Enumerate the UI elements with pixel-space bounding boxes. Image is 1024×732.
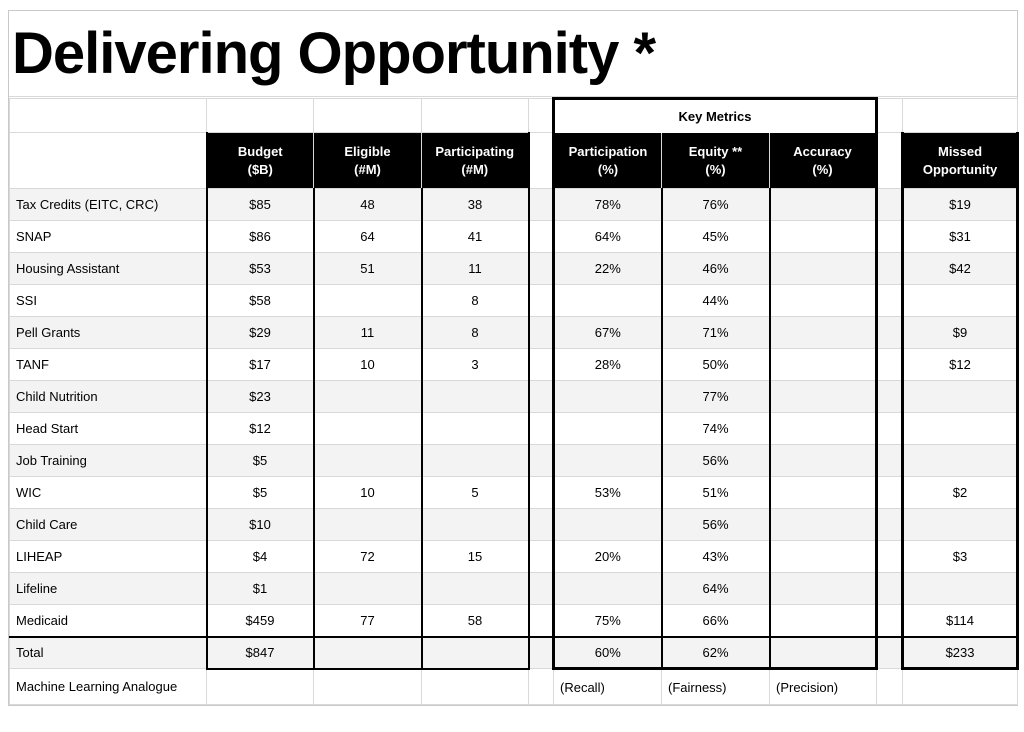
cell-eligible[interactable] <box>314 381 422 413</box>
cell-participating[interactable]: 15 <box>422 541 529 573</box>
cell-program[interactable]: Tax Credits (EITC, CRC) <box>10 189 207 221</box>
cell-participating[interactable]: 3 <box>422 349 529 381</box>
cell-participating[interactable]: 38 <box>422 189 529 221</box>
spacer-cell <box>529 605 554 637</box>
column-header-accuracy[interactable]: Accuracy (%) <box>770 133 877 189</box>
spacer-cell <box>877 445 903 477</box>
table-row <box>10 221 1018 253</box>
cell-program[interactable]: Child Nutrition <box>10 381 207 413</box>
spacer-cell <box>877 133 903 189</box>
cell-accuracy[interactable] <box>770 637 877 669</box>
column-header-eligible[interactable]: Eligible (#M) <box>314 133 422 189</box>
cell-budget[interactable] <box>207 669 314 705</box>
cell-budget[interactable]: $58 <box>207 285 314 317</box>
spacer-cell <box>877 573 903 605</box>
spacer-cell <box>877 605 903 637</box>
cell-participating[interactable]: 8 <box>422 317 529 349</box>
cell-participating[interactable] <box>422 381 529 413</box>
cell-accuracy[interactable] <box>770 605 877 637</box>
cell-participation[interactable] <box>554 573 662 605</box>
cell-program[interactable]: TANF <box>10 349 207 381</box>
spacer-cell <box>877 477 903 509</box>
cell-program[interactable]: Lifeline <box>10 573 207 605</box>
column-header-equity[interactable]: Equity ** (%) <box>662 133 770 189</box>
cell-equity[interactable]: 44% <box>662 285 770 317</box>
spacer-cell <box>529 637 554 669</box>
spacer-cell <box>877 509 903 541</box>
cell-participation[interactable] <box>554 509 662 541</box>
table-row <box>10 189 1018 221</box>
cell-accuracy[interactable] <box>770 573 877 605</box>
table-row <box>10 605 1018 637</box>
table-row <box>10 253 1018 285</box>
cell-equity[interactable]: 64% <box>662 573 770 605</box>
table-row <box>10 509 1018 541</box>
cell-budget[interactable]: $53 <box>207 253 314 285</box>
empty-cell[interactable] <box>207 99 314 133</box>
cell-participation[interactable]: 20% <box>554 541 662 573</box>
table-row <box>10 445 1018 477</box>
spacer-cell <box>877 669 903 705</box>
cell-participating[interactable]: 58 <box>422 605 529 637</box>
spreadsheet <box>8 10 1018 706</box>
cell-budget[interactable]: $29 <box>207 317 314 349</box>
spacer-cell <box>529 253 554 285</box>
cell-participation[interactable] <box>554 285 662 317</box>
cell-budget[interactable]: $86 <box>207 221 314 253</box>
cell-missed-opportunity[interactable]: $2 <box>903 477 1018 509</box>
cell-budget[interactable]: $23 <box>207 381 314 413</box>
cell-missed-opportunity[interactable]: $42 <box>903 253 1018 285</box>
cell-accuracy[interactable] <box>770 285 877 317</box>
cell-program[interactable]: Head Start <box>10 413 207 445</box>
cell-participation[interactable]: 28% <box>554 349 662 381</box>
cell-eligible[interactable]: 48 <box>314 189 422 221</box>
cell-equity[interactable]: (Fairness) <box>662 669 770 705</box>
cell-eligible[interactable]: 77 <box>314 605 422 637</box>
cell-missed-opportunity[interactable]: $114 <box>903 605 1018 637</box>
cell-program[interactable]: Job Training <box>10 445 207 477</box>
cell-budget[interactable]: $17 <box>207 349 314 381</box>
cell-program[interactable]: Total <box>10 637 207 669</box>
table-row <box>10 381 1018 413</box>
cell-accuracy[interactable] <box>770 381 877 413</box>
cell-eligible[interactable]: 11 <box>314 317 422 349</box>
cell-participation[interactable]: 60% <box>554 637 662 669</box>
column-header-row <box>10 133 1018 189</box>
spacer-cell <box>529 413 554 445</box>
spacer-cell <box>529 477 554 509</box>
cell-accuracy[interactable]: (Precision) <box>770 669 877 705</box>
cell-participation[interactable] <box>554 413 662 445</box>
cell-program[interactable]: SNAP <box>10 221 207 253</box>
cell-missed-opportunity[interactable] <box>903 573 1018 605</box>
cell-equity[interactable]: 62% <box>662 637 770 669</box>
cell-accuracy[interactable] <box>770 349 877 381</box>
table-row <box>10 669 1018 705</box>
cell-participation[interactable]: 67% <box>554 317 662 349</box>
cell-participating[interactable]: 5 <box>422 477 529 509</box>
spacer-cell <box>877 637 903 669</box>
cell-budget[interactable]: $10 <box>207 509 314 541</box>
cell-accuracy[interactable] <box>770 509 877 541</box>
spacer-cell <box>877 381 903 413</box>
spacer-cell <box>877 99 903 133</box>
spacer-cell <box>877 413 903 445</box>
cell-program[interactable]: Machine Learning Analogue <box>10 669 207 705</box>
cell-equity[interactable]: 46% <box>662 253 770 285</box>
column-header-missed-opportunity[interactable]: Missed Opportunity <box>903 133 1018 189</box>
cell-missed-opportunity[interactable] <box>903 381 1018 413</box>
cell-participating[interactable]: 11 <box>422 253 529 285</box>
cell-program[interactable]: Child Care <box>10 509 207 541</box>
cell-eligible[interactable] <box>314 413 422 445</box>
cell-participating[interactable] <box>422 573 529 605</box>
cell-missed-opportunity[interactable] <box>903 285 1018 317</box>
cell-budget[interactable]: $1 <box>207 573 314 605</box>
spacer-cell <box>529 221 554 253</box>
cell-eligible[interactable] <box>314 509 422 541</box>
table-row <box>10 637 1018 669</box>
cell-missed-opportunity[interactable] <box>903 669 1018 705</box>
spacer-cell <box>877 317 903 349</box>
key-metrics-group-header[interactable]: Key Metrics <box>554 99 877 133</box>
cell-eligible[interactable]: 10 <box>314 349 422 381</box>
spacer-cell <box>877 221 903 253</box>
cell-eligible[interactable]: 72 <box>314 541 422 573</box>
cell-program[interactable]: Pell Grants <box>10 317 207 349</box>
cell-program[interactable]: WIC <box>10 477 207 509</box>
cell-participating[interactable] <box>422 445 529 477</box>
cell-budget[interactable]: $85 <box>207 189 314 221</box>
table-row <box>10 573 1018 605</box>
cell-participating[interactable]: 41 <box>422 221 529 253</box>
cell-accuracy[interactable] <box>770 189 877 221</box>
cell-budget[interactable]: $5 <box>207 477 314 509</box>
column-header-budget[interactable]: Budget ($B) <box>207 133 314 189</box>
empty-cell[interactable] <box>314 99 422 133</box>
table-row <box>10 285 1018 317</box>
cell-equity[interactable]: 43% <box>662 541 770 573</box>
cell-participation[interactable]: (Recall) <box>554 669 662 705</box>
cell-accuracy[interactable] <box>770 317 877 349</box>
spacer-cell <box>877 285 903 317</box>
cell-equity[interactable]: 50% <box>662 349 770 381</box>
cell-participating[interactable] <box>422 669 529 705</box>
group-header-row <box>10 99 1018 133</box>
spacer-cell <box>877 253 903 285</box>
cell-eligible[interactable]: 64 <box>314 221 422 253</box>
spacer-cell <box>877 541 903 573</box>
cell-equity[interactable]: 56% <box>662 445 770 477</box>
cell-accuracy[interactable] <box>770 445 877 477</box>
cell-equity[interactable]: 74% <box>662 413 770 445</box>
cell-missed-opportunity[interactable]: $3 <box>903 541 1018 573</box>
cell-missed-opportunity[interactable] <box>903 509 1018 541</box>
cell-participating[interactable] <box>422 509 529 541</box>
cell-equity[interactable]: 76% <box>662 189 770 221</box>
spacer-cell <box>529 445 554 477</box>
cell-equity[interactable]: 51% <box>662 477 770 509</box>
cell-eligible[interactable] <box>314 285 422 317</box>
table-body <box>10 189 1018 705</box>
cell-budget[interactable]: $5 <box>207 445 314 477</box>
cell-eligible[interactable] <box>314 637 422 669</box>
cell-participating[interactable] <box>422 637 529 669</box>
cell-participation[interactable]: 78% <box>554 189 662 221</box>
cell-accuracy[interactable] <box>770 413 877 445</box>
opportunity-table <box>9 97 1019 705</box>
cell-budget[interactable]: $847 <box>207 637 314 669</box>
spacer-cell <box>529 541 554 573</box>
cell-participating[interactable] <box>422 413 529 445</box>
table-row <box>10 413 1018 445</box>
cell-equity[interactable]: 56% <box>662 509 770 541</box>
cell-participation[interactable] <box>554 381 662 413</box>
spacer-cell <box>529 573 554 605</box>
cell-missed-opportunity[interactable] <box>903 445 1018 477</box>
cell-participating[interactable]: 8 <box>422 285 529 317</box>
cell-participation[interactable]: 64% <box>554 221 662 253</box>
cell-participation[interactable] <box>554 445 662 477</box>
cell-participation[interactable]: 22% <box>554 253 662 285</box>
table-row <box>10 349 1018 381</box>
empty-cell[interactable] <box>903 99 1018 133</box>
cell-program[interactable]: LIHEAP <box>10 541 207 573</box>
empty-cell[interactable] <box>10 99 207 133</box>
cell-accuracy[interactable] <box>770 541 877 573</box>
spacer-cell <box>529 509 554 541</box>
cell-missed-opportunity[interactable] <box>903 413 1018 445</box>
spacer-cell <box>529 669 554 705</box>
empty-header-cell[interactable] <box>10 133 207 189</box>
table-row <box>10 477 1018 509</box>
cell-accuracy[interactable] <box>770 253 877 285</box>
cell-equity[interactable]: 71% <box>662 317 770 349</box>
spacer-cell <box>529 189 554 221</box>
spacer-cell <box>877 349 903 381</box>
column-header-participating[interactable]: Participating (#M) <box>422 133 529 189</box>
cell-budget[interactable]: $459 <box>207 605 314 637</box>
table-row <box>10 317 1018 349</box>
cell-budget[interactable]: $12 <box>207 413 314 445</box>
cell-missed-opportunity[interactable]: $19 <box>903 189 1018 221</box>
spacer-cell <box>529 133 554 189</box>
cell-eligible[interactable] <box>314 669 422 705</box>
table-row <box>10 541 1018 573</box>
cell-equity[interactable]: 66% <box>662 605 770 637</box>
cell-missed-opportunity[interactable]: $9 <box>903 317 1018 349</box>
spacer-cell <box>529 381 554 413</box>
page-title[interactable]: Delivering Opportunity * <box>9 11 1017 97</box>
cell-accuracy[interactable] <box>770 221 877 253</box>
cell-program[interactable]: SSI <box>10 285 207 317</box>
cell-missed-opportunity[interactable]: $31 <box>903 221 1018 253</box>
spacer-cell <box>877 189 903 221</box>
cell-eligible[interactable] <box>314 445 422 477</box>
cell-program[interactable]: Housing Assistant <box>10 253 207 285</box>
cell-missed-opportunity[interactable]: $233 <box>903 637 1018 669</box>
column-header-participation[interactable]: Participation (%) <box>554 133 662 189</box>
empty-cell[interactable] <box>422 99 529 133</box>
cell-missed-opportunity[interactable]: $12 <box>903 349 1018 381</box>
cell-budget[interactable]: $4 <box>207 541 314 573</box>
cell-participation[interactable]: 75% <box>554 605 662 637</box>
cell-equity[interactable]: 77% <box>662 381 770 413</box>
cell-eligible[interactable]: 51 <box>314 253 422 285</box>
cell-accuracy[interactable] <box>770 477 877 509</box>
spacer-cell <box>529 285 554 317</box>
spacer-cell <box>529 99 554 133</box>
spacer-cell <box>529 317 554 349</box>
cell-eligible[interactable] <box>314 573 422 605</box>
cell-participation[interactable]: 53% <box>554 477 662 509</box>
spacer-cell <box>529 349 554 381</box>
cell-program[interactable]: Medicaid <box>10 605 207 637</box>
cell-eligible[interactable]: 10 <box>314 477 422 509</box>
cell-equity[interactable]: 45% <box>662 221 770 253</box>
